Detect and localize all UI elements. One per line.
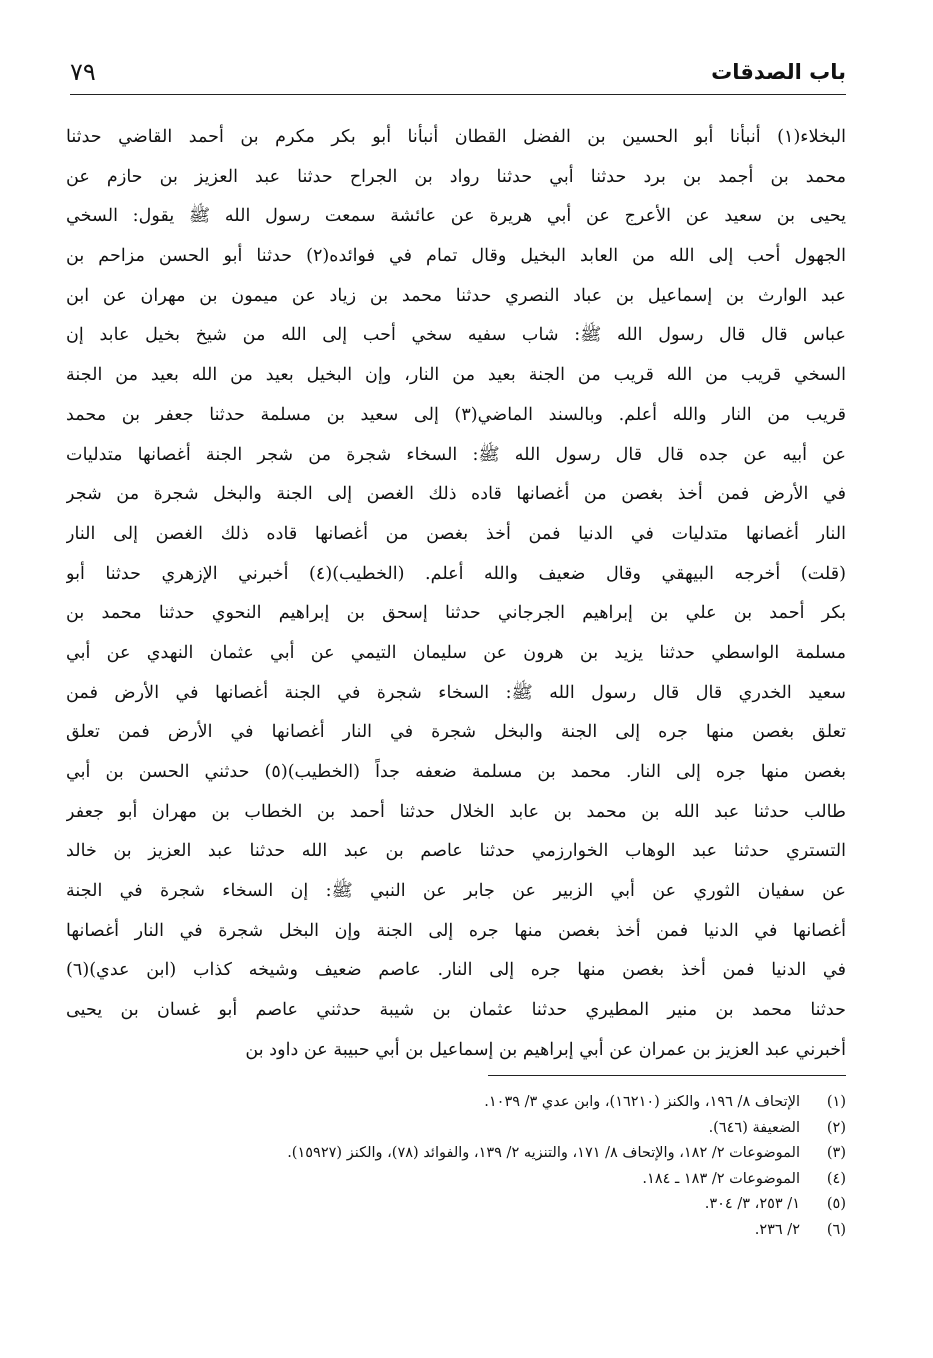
body-text	[66, 118, 846, 1071]
text-line: عباس قال قال رسول الله ﷺ: شاب سفيه سخي أحب إلى الله من شيخ بخيل عابد إن	[66, 325, 846, 346]
text-line: يحيى بن سعيد عن الأعرج عن أبي هريرة عن عائشة سمعت رسول الله ﷺ يقول: السخي	[66, 206, 846, 227]
text-line: تعلق بغصن منها جره إلى الجنة والبخل شجرة في النار أغصانها في الأرض فمن تعلق	[66, 722, 846, 743]
text-line: في الأرض فمن أخذ بغصن من أغصانها قاده ذلك الغصن إلى الجنة والبخل شجرة من شجر	[66, 484, 846, 505]
text-line: مسلمة الواسطي حدثنا يزيد بن هرون عن سليمان التيمي عن أبي عثمان النهدي عن أبي	[66, 642, 846, 663]
footnote-number: (٢)	[826, 1119, 846, 1136]
text-line: سعيد الخدري قال قال رسول الله ﷺ: السخاء شجرة في الجنة أغصانها في الأرض فمن	[66, 682, 846, 703]
footnote-number: (٣)	[826, 1145, 846, 1162]
footnote-number: (١)	[826, 1094, 846, 1110]
footnotes	[60, 1090, 846, 1244]
footnote	[60, 1141, 846, 1167]
text-line: قريب من النار والله أعلم. وبالسند الماضي(٣) إلى سعيد بن مسلمة حدثنا جعفر بن محمد	[66, 404, 846, 425]
text-line: الجهول أحب إلى الله من العابد البخيل وقال تمام في فوائده(٢) حدثنا أبو الحسن مزاحم بن	[66, 246, 846, 267]
footnote	[60, 1090, 846, 1116]
page-header	[70, 58, 846, 95]
footnote	[60, 1218, 846, 1244]
text-line: بكر أحمد بن علي بن إبراهيم الجرجاني حدثنا إسحق بن إبراهيم النحوي حدثنا محمد بن	[66, 603, 846, 624]
text-line: السخي قريب من الله قريب من الجنة بعيد من النار، وإن البخيل بعيد من الله بعيد من الجنة	[66, 365, 846, 386]
footnote	[60, 1116, 846, 1142]
footnote-divider	[488, 1075, 846, 1076]
footnote-number: (٥)	[826, 1196, 846, 1213]
footnote-number: (٤)	[826, 1170, 846, 1187]
footnote-text: الضعيفة (٦٤٦).	[708, 1119, 800, 1136]
footnote	[60, 1192, 846, 1218]
page-number: ٧٩	[70, 58, 96, 86]
footnote-text: الموضوعات ٢/ ١٨٢، والإتحاف ٨/ ١٧١، والتنزيه ٢/ ١٣٩، والفوائد (٧٨)، والكنز (١٥٩٢٧).	[287, 1145, 800, 1162]
text-line: محمد بن أجمد بن برد حدثنا أبي حدثنا رواد بن الجراح حدثنا عبد العزيز بن حازم عن	[66, 166, 846, 187]
text-line: أغصانها في الدنيا فمن أخذ بغصن منها جره إلى الجنة وإن البخل شجرة في النار أغصانها	[66, 920, 846, 941]
text-line: حدثنا محمد بن منير المطيري حدثنا عثمان بن شيبة حدثني عاصم أبو غسان بن يحيى	[66, 1000, 846, 1021]
text-line: أخبرني عبد العزيز بن عمران عن أبي إبراهيم بن إسماعيل بن أبي حبيبة عن داود بن	[245, 1039, 846, 1060]
text-line: البخلاء(١) أنبأنا أبو الحسين بن الفضل القطان أنبأنا أبو بكر مكرم بن أحمد القاضي حدثنا	[66, 127, 846, 147]
text-line: (قلت) أخرجه البيهقي وقال ضعيف والله أعلم. (الخطيب)(٤) أخبرني الإزهري حدثنا أبو	[66, 563, 846, 584]
text-line: التستري حدثنا عبد الوهاب الخوارزمي حدثنا عاصم بن عبد الله حدثنا عبد العزيز بن خالد	[66, 841, 846, 862]
text-line: طالب حدثنا عبد الله بن محمد بن عابد الخلال حدثنا أحمد بن الخطاب بن مهران أبو جعفر	[66, 801, 846, 822]
footnote-text: الموضوعات ٢/ ١٨٣ ـ ١٨٤.	[642, 1170, 800, 1187]
text-line: بغصن منها جره إلى النار. محمد بن مسلمة ضعفه جداً (الخطيب)(٥) حدثني الحسن بن أبي	[66, 762, 846, 782]
footnote-text: ١/ ٢٥٣، ٣/ ٣٠٤.	[704, 1196, 800, 1213]
footnote-number: (٦)	[826, 1221, 846, 1238]
footnote-text: ٢/ ٢٣٦.	[754, 1221, 800, 1238]
text-line: النار أغصانها متدليات في الدنيا فمن أخذ بغصن من أغصانها قاده ذلك الغصن إلى النار	[66, 523, 846, 544]
chapter-title: باب الصدقات	[711, 60, 846, 84]
text-line: في الدنيا فمن أخذ بغصن منها جره إلى النار. عاصم ضعيف وشيخه كذاب (ابن عدي)(٦)	[66, 960, 846, 981]
footnote-text: الإتحاف ٨/ ١٩٦، والكنز (١٦٢١٠)، وابن عدي ٣/ ١٠٣٩.	[484, 1094, 800, 1110]
text-line: عبد الوارث بن إسماعيل بن عباد النصري حدثنا محمد بن زياد عن ميمون بن مهران عن ابن	[66, 285, 846, 306]
text-line: عن أبيه عن جده قال قال رسول الله ﷺ: السخاء شجرة من شجر الجنة أغصانها متدليات	[66, 444, 846, 465]
text-line: عن سفيان الثوري عن أبي الزبير عن جابر عن النبي ﷺ: إن السخاء شجرة في الجنة	[66, 881, 846, 902]
footnote	[60, 1167, 846, 1193]
